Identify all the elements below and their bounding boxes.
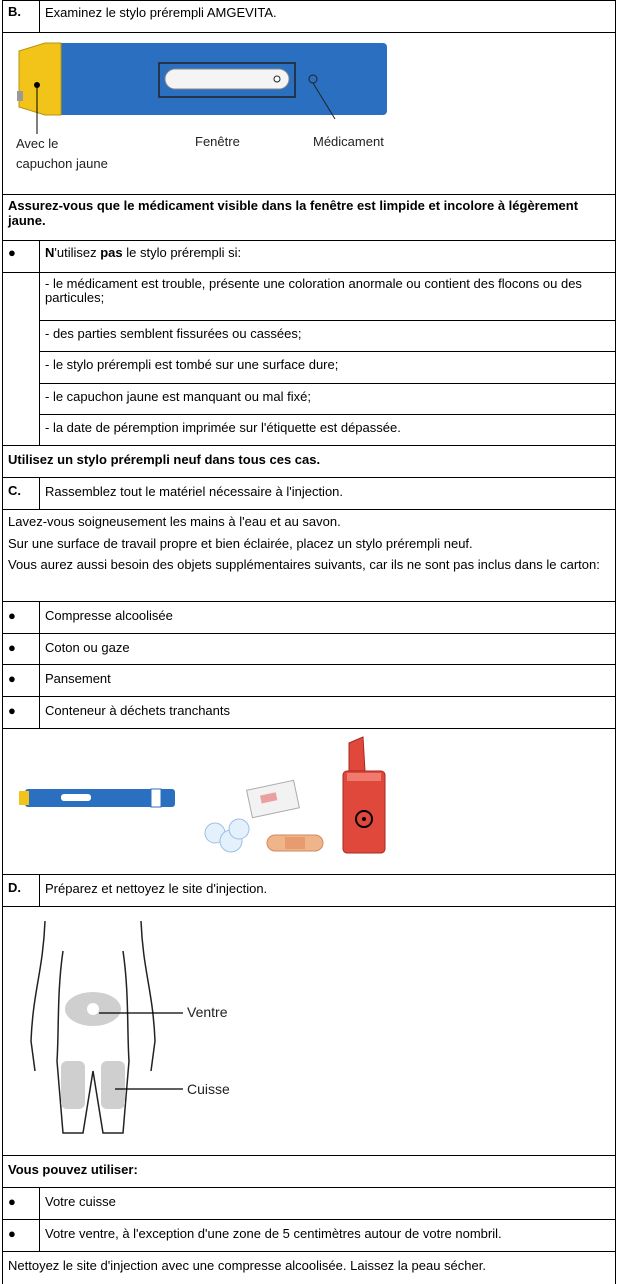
list-item — [2, 602, 616, 634]
bullet: ● — [8, 1226, 16, 1241]
cap-label-line1: Avec le — [16, 136, 59, 151]
supply-item: Pansement — [45, 671, 111, 686]
cotton-icon — [205, 819, 249, 852]
bullet-cell — [3, 1188, 40, 1219]
list-item — [2, 697, 616, 729]
medicine-label: Médicament — [313, 134, 384, 149]
list-item — [2, 1188, 616, 1220]
paragraph: Sur une surface de travail propre et bien éclairée, placez un stylo prérempli neuf. — [8, 536, 473, 551]
site-item: Votre ventre, à l'exception d'une zone de 5 centimètres autour de votre nombril. — [45, 1226, 502, 1241]
use-new-row — [2, 446, 616, 478]
body-outline — [31, 921, 155, 1133]
bullet: ● — [8, 640, 16, 655]
conditions-block — [2, 273, 616, 446]
section-b-letter: B. — [8, 4, 21, 19]
paragraph: Lavez-vous soigneusement les mains à l'eau et au savon. — [8, 514, 341, 529]
check-text: Assurez-vous que le médicament visible dans la fenêtre est limpide et incolore à légèrement jaune. — [8, 198, 579, 228]
bullet-cell — [3, 697, 40, 728]
bullet-cell — [3, 602, 40, 633]
supplies-illustration — [9, 733, 609, 873]
bullet: ● — [8, 1194, 16, 1209]
site-item: Votre cuisse — [45, 1194, 116, 1209]
pen-cap-end — [17, 91, 23, 101]
alcohol-pad-icon — [247, 780, 300, 817]
can-use-text: Vous pouvez utiliser: — [8, 1162, 138, 1177]
window-label: Fenêtre — [195, 134, 240, 149]
condition-item: - le stylo prérempli est tombé sur une surface dure; — [45, 357, 339, 372]
donotuse-text: N'utilisez pas le stylo prérempli si: — [45, 245, 242, 260]
cap-label — [16, 134, 108, 174]
pen-icon — [19, 789, 175, 807]
letter-cell — [3, 875, 40, 906]
section-d-letter: D. — [8, 880, 21, 895]
pen-cap — [19, 43, 61, 115]
bullet-cell — [3, 634, 40, 664]
list-item — [2, 1220, 616, 1252]
check-row — [2, 195, 616, 241]
bullet: ● — [8, 671, 16, 686]
cap-label-line2: capuchon jaune — [16, 156, 108, 171]
clean-row — [2, 1252, 616, 1284]
section-c-paragraphs — [2, 510, 616, 602]
section-b-header — [2, 0, 616, 33]
bullet: ● — [8, 703, 16, 718]
sharps-container-icon — [343, 737, 385, 853]
bullet: ● — [8, 608, 16, 623]
supply-item: Compresse alcoolisée — [45, 608, 173, 623]
donotuse-row — [2, 241, 616, 273]
letter-cell — [3, 1, 40, 32]
list-item — [2, 665, 616, 697]
thigh-right-area — [101, 1061, 125, 1109]
bullet: ● — [8, 245, 16, 260]
condition-item: - des parties semblent fissurées ou cassées; — [45, 326, 302, 341]
body-illustration — [23, 911, 223, 1151]
section-b-title: Examinez le stylo prérempli AMGEVITA. — [45, 5, 277, 20]
list-item — [2, 634, 616, 665]
section-d-title: Préparez et nettoyez le site d'injection. — [45, 881, 268, 896]
body-figure-row — [2, 907, 616, 1156]
bullet-cell — [3, 241, 40, 272]
belly-label: Ventre — [187, 1004, 228, 1020]
section-d-header — [2, 875, 616, 907]
thigh-label: Cuisse — [187, 1081, 230, 1097]
bullet-cell — [3, 1220, 40, 1251]
letter-cell — [3, 478, 40, 509]
can-use-row — [2, 1156, 616, 1188]
empty-left-cell — [3, 273, 40, 445]
pen-illustration — [17, 39, 417, 134]
bullet-cell — [3, 665, 40, 696]
medicine-marker — [274, 76, 280, 82]
thigh-left-area — [61, 1061, 85, 1109]
condition-item: - la date de péremption imprimée sur l'étiquette est dépassée. — [45, 420, 401, 435]
clean-text: Nettoyez le site d'injection avec une compresse alcoolisée. Laissez la peau sécher. — [8, 1258, 486, 1273]
bandage-icon — [267, 835, 323, 851]
section-c-title: Rassemblez tout le matériel nécessaire à l'injection. — [45, 484, 344, 499]
section-c-header — [2, 478, 616, 510]
supply-item: Coton ou gaze — [45, 640, 130, 655]
use-new-text: Utilisez un stylo prérempli neuf dans tous ces cas. — [8, 452, 321, 467]
condition-item: - le médicament est trouble, présente une coloration anormale ou contient des flocons ou des particules; — [45, 276, 582, 305]
paragraph: Vous aurez aussi besoin des objets supplémentaires suivants, car ils ne sont pas inclus dans le carton: — [8, 557, 600, 572]
supply-item: Conteneur à déchets tranchants — [45, 703, 231, 718]
supplies-figure-row — [2, 729, 616, 875]
pen-figure-row — [2, 33, 616, 195]
pen-window — [165, 69, 289, 89]
section-c-letter: C. — [8, 483, 21, 498]
condition-item: - le capuchon jaune est manquant ou mal fixé; — [45, 389, 311, 404]
